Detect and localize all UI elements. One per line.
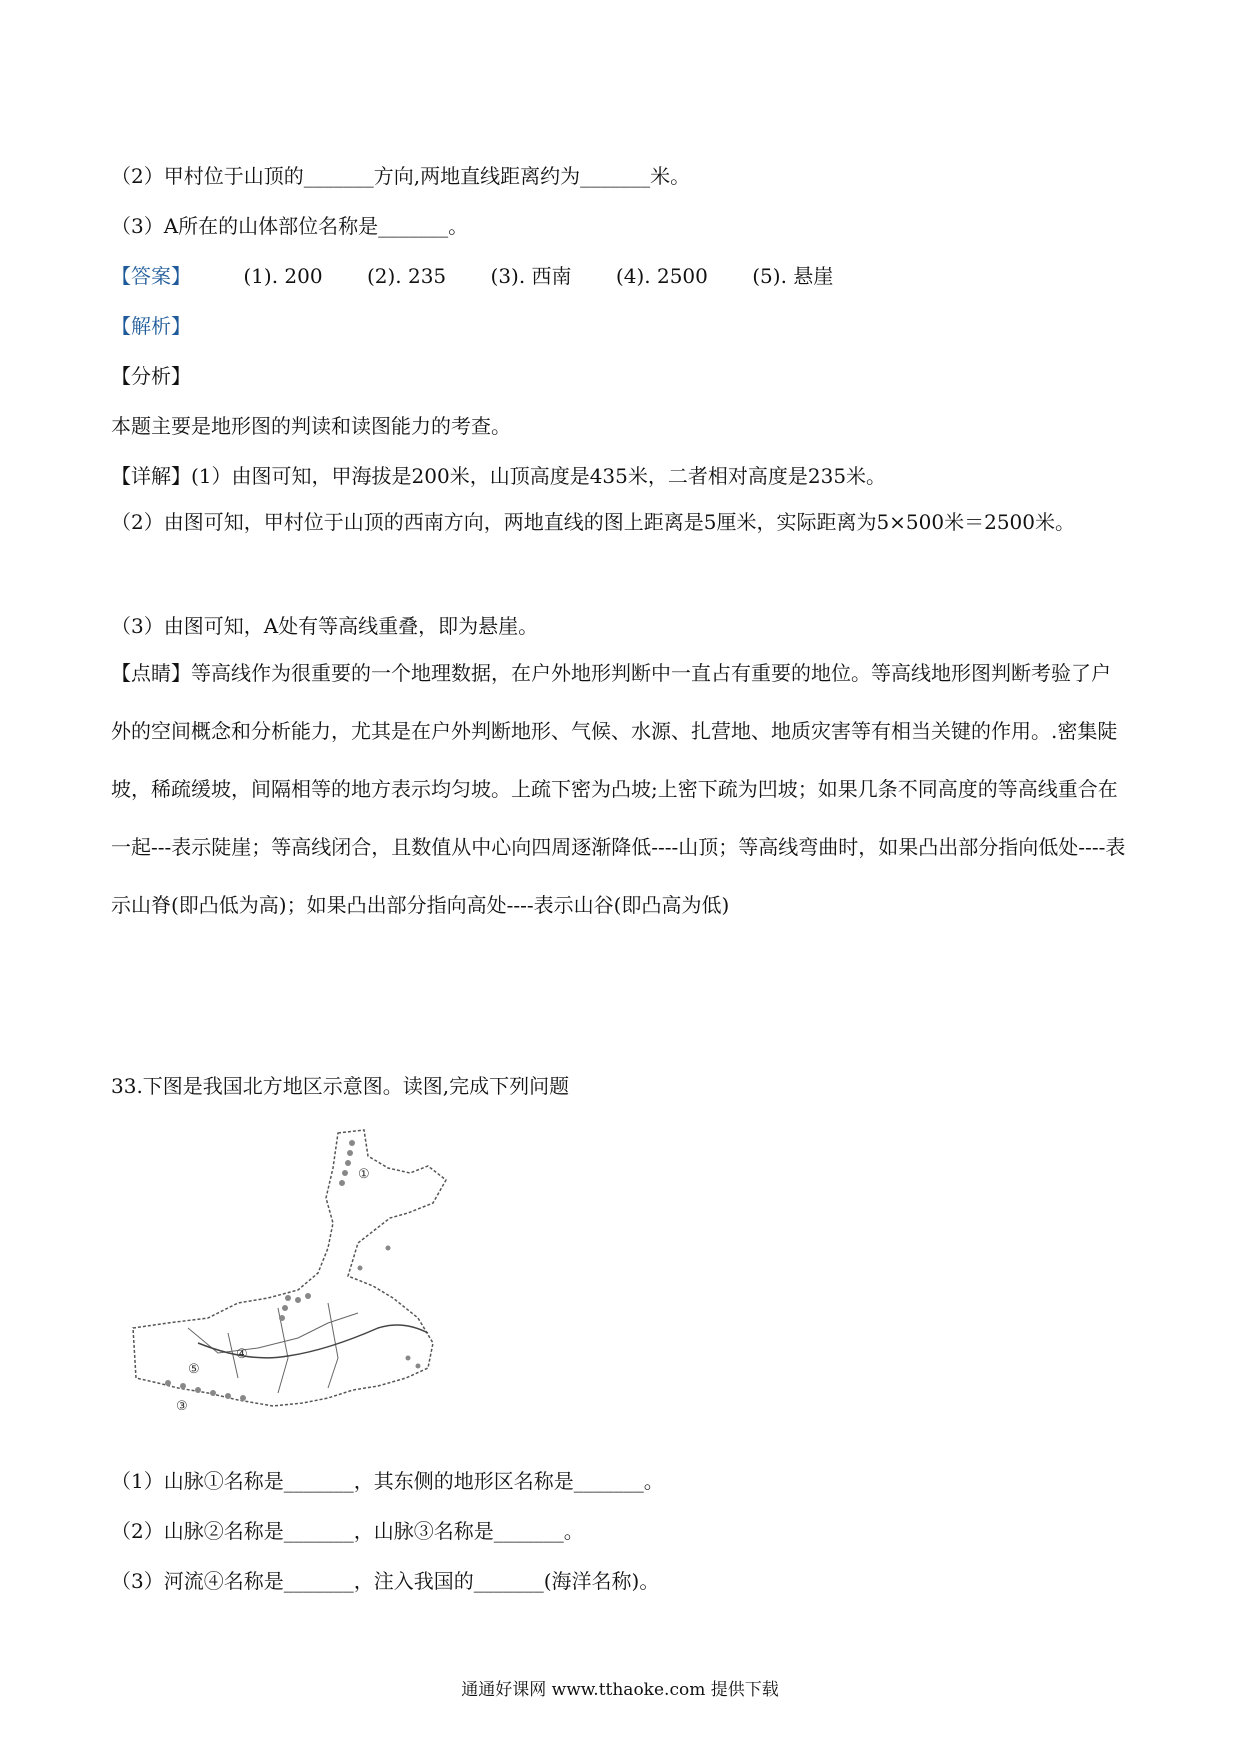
q33-title: 33.下图是我国北方地区示意图。读图,完成下列问题 bbox=[111, 1074, 570, 1098]
north-china-map bbox=[128, 1128, 508, 1410]
detail-1: 【详解】(1）由图可知，甲海拔是200米，山顶高度是435米，二者相对高度是235米。 bbox=[111, 464, 887, 488]
q33-sub1: （1）山脉①名称是_______，其东侧的地形区名称是_______。 bbox=[111, 1469, 664, 1493]
detail-3: （3）由图可知，A处有等高线重叠，即为悬崖。 bbox=[111, 614, 539, 638]
q33-sub3: （3）河流④名称是_______，注入我国的_______(海洋名称)。 bbox=[111, 1569, 660, 1593]
answer-item: (2). 235 bbox=[366, 264, 447, 288]
detail-2: （2）由图可知，甲村位于山顶的西南方向，两地直线的图上距离是5厘米，实际距离为5×500米＝2500米。 bbox=[111, 510, 1076, 534]
fenxi-text: 本题主要是地形图的判读和读图能力的考查。 bbox=[111, 414, 511, 438]
answer-row bbox=[111, 260, 871, 289]
analysis-tag: 【解析】 bbox=[111, 314, 191, 338]
dianjing-paragraph: 【点睛】等高线作为很重要的一个地理数据，在户外地形判断中一直占有重要的地位。等高线地形图判断考验了户外的空间概念和分析能力，尤其是在户外判断地形、气候、水源、扎营地、地质灾害等有相当关键的作用。.密集陡坡，稀疏缓坡，间隔相等的地方表示均匀坡。上疏下密为凸坡;上密下疏为凹坡；如果几条不同高度的等高线重合在一起---表示陡崖；等高线闭合，且数值从中心向四周逐渐降低----山顶；等高线弯曲时，如果凸出部分指向低处----表示山脊(即凸低为高)；如果凸出部分指向高处----表示山谷(即凸高为低) bbox=[111, 661, 1126, 917]
answer-item: (1). 200 bbox=[243, 264, 323, 288]
q32-sub2: （2）甲村位于山顶的_______方向,两地直线距离约为_______米。 bbox=[111, 164, 691, 188]
q33-sub2: （2）山脉②名称是_______，山脉③名称是_______。 bbox=[111, 1519, 584, 1543]
footer-watermark: 通通好课网 www.tthaoke.com 提供下载 bbox=[461, 1680, 779, 1700]
answer-tag: 【答案】 bbox=[111, 264, 191, 288]
fenxi-tag: 【分析】 bbox=[111, 364, 191, 388]
map-label-1: ① bbox=[358, 1167, 370, 1182]
answer-item: (3). 西南 bbox=[490, 264, 572, 288]
map-label-4: ④ bbox=[236, 1347, 248, 1362]
map-label-3: ③ bbox=[176, 1399, 188, 1410]
map-label-5: ⑤ bbox=[188, 1362, 200, 1377]
q32-sub3: （3）A所在的山体部位名称是_______。 bbox=[111, 214, 469, 238]
answer-item: (4). 2500 bbox=[615, 264, 708, 288]
answer-item: (5). 悬崖 bbox=[752, 264, 834, 288]
map-outline bbox=[133, 1130, 446, 1406]
